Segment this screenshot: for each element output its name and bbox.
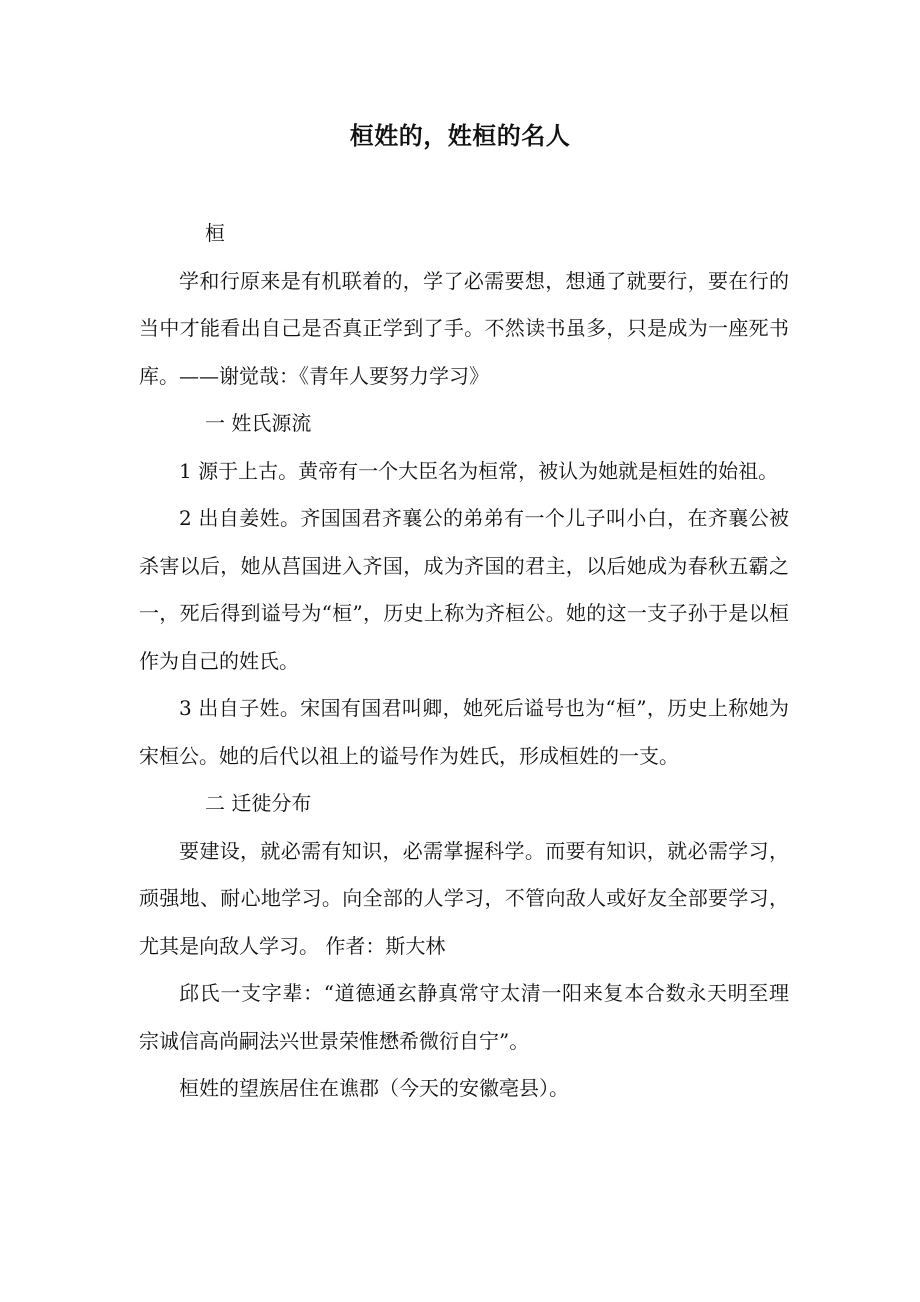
paragraph-origin-3: 3 出自子姓。宋国有国君叫卿，她死后谥号也为“桓”，历史上称她为宋桓公。她的后代以祖上的谥号作为姓氏，形成桓姓的一支。	[139, 696, 789, 768]
paragraph-quote-stalin: 要建设，就必需有知识，必需掌握科学。而要有知识，就必需学习，顽强地、耐心地学习。向全部的人学习，不管向敌人或好友全部要学习，尤其是向敌人学习。 作者：斯大林	[139, 838, 789, 958]
section-heading-origin: 一 姓氏源流	[205, 411, 312, 435]
paragraph-origin-1: 1 源于上古。黄帝有一个大臣名为桓常，被认为她就是桓姓的始祖。	[179, 458, 779, 483]
paragraph-generation-names: 邱氏一支字辈：“道德通玄静真常守太清一阳来复本合数永天明至理宗诚信高尚嗣法兴世景荣惟懋希微衍自宁”。	[139, 981, 789, 1053]
document-body	[139, 210, 789, 1113]
document-title: 桓姓的，姓桓的名人	[349, 122, 571, 150]
paragraph-heading-surname: 桓	[205, 221, 225, 245]
paragraph-origin-2: 2 出自姜姓。齐国国君齐襄公的弟弟有一个儿子叫小白，在齐襄公被杀害以后，她从莒国进入齐国，成为齐国的君主，以后她成为春秋五霸之一，死后得到谥号为“桓”，历史上称为齐桓公。她的这一支子孙于是以桓作为自己的姓氏。	[139, 506, 789, 673]
paragraph-quote-xie-juezai: 学和行原来是有机联着的，学了必需要想，想通了就要行，要在行的当中才能看出自己是否真正学到了手。不然读书虽多，只是成为一座死书库。——谢觉哉：《青年人要努力学习》	[139, 268, 789, 388]
section-heading-migration: 二 迁徙分布	[205, 791, 312, 815]
paragraph-prominent-clan: 桓姓的望族居住在谯郡（今天的安徽亳县）。	[179, 1076, 569, 1100]
